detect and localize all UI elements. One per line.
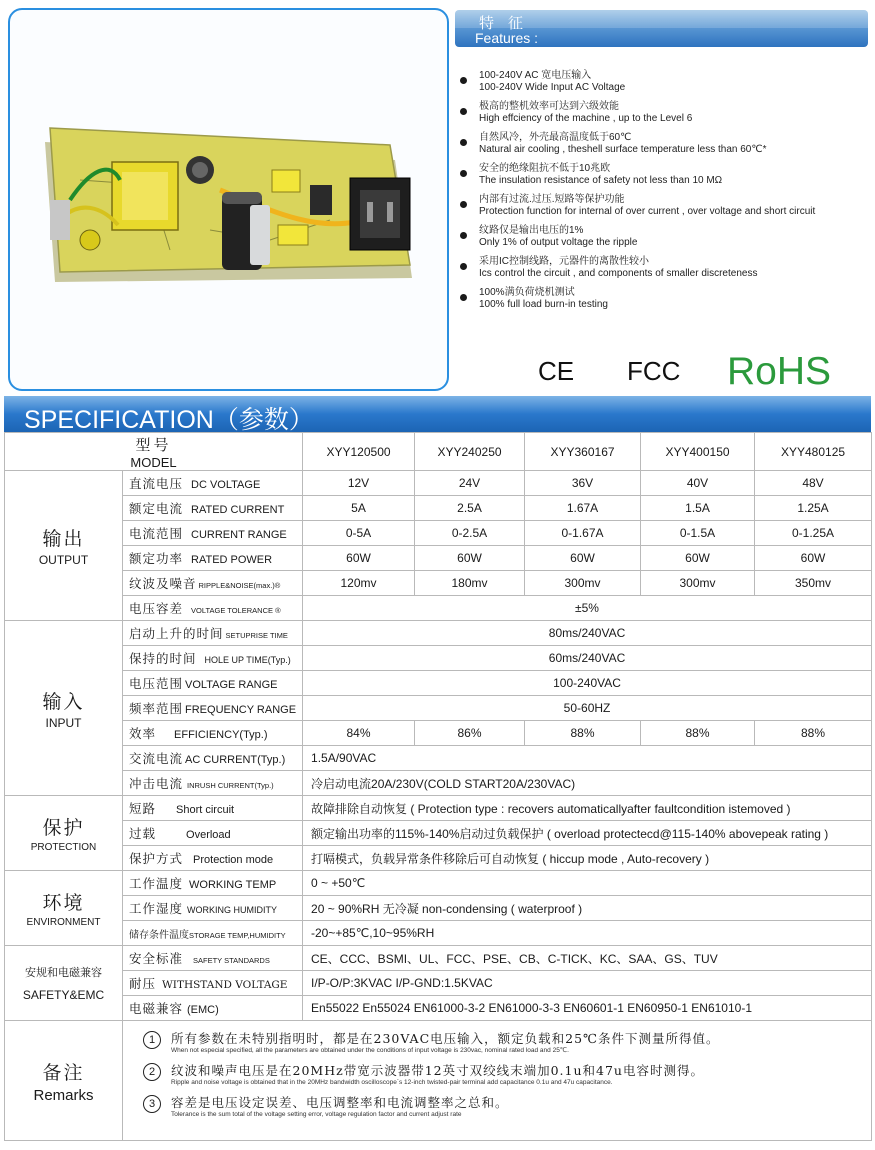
features-header: [455, 10, 868, 47]
label-en: RIPPLE&NOISE(max.)®: [198, 581, 281, 590]
table-cell: 冷启动电流20A/230V(COLD START20A/230VAC): [303, 771, 872, 796]
table-cell: 20 ~ 90%RH 无冷凝 non-condensing ( waterproof ): [303, 896, 872, 921]
section-protection-zh: 保护: [42, 817, 85, 839]
table-row: [5, 471, 872, 496]
table-row: [5, 771, 872, 796]
table-cell: 0-1.5A: [641, 521, 755, 546]
model-cell: XYY400150: [641, 433, 755, 471]
ce-mark: CE: [538, 356, 575, 386]
remark-number: 3: [143, 1095, 161, 1113]
feature-zh: 100-240V AC 宽电压输入: [479, 70, 592, 81]
label-zh: 频率范围: [129, 701, 184, 716]
section-input: [5, 621, 123, 796]
section-remarks-en: Remarks: [33, 1086, 94, 1104]
row-label: [123, 596, 303, 621]
table-cell: 48V: [755, 471, 872, 496]
fcc-mark: FCC: [627, 356, 681, 386]
remark-number: 1: [143, 1031, 161, 1049]
row-label: [123, 996, 303, 1021]
table-row: [5, 871, 872, 896]
table-cell: 2.5A: [415, 496, 525, 521]
label-zh: 电磁兼容: [129, 1001, 184, 1016]
table-cell: 24V: [415, 471, 525, 496]
bullet-icon: [460, 77, 467, 84]
bullet-icon: [460, 201, 467, 208]
table-cell: -20~+85℃,10~95%RH: [303, 921, 872, 946]
row-label: [123, 796, 303, 821]
model-cell: XYY240250: [415, 433, 525, 471]
model-label-en: MODEL: [130, 454, 177, 470]
table-cell: 86%: [415, 721, 525, 746]
table-row: [5, 721, 872, 746]
feature-zh: 安全的绝缘阻抗不低于10兆欧: [479, 163, 611, 174]
label-zh: 储存条件温度: [129, 929, 189, 941]
label-en: HOLE UP TIME(Typ.): [204, 655, 291, 665]
label-zh: 保护方式: [129, 851, 184, 866]
table-cell: 60W: [303, 546, 415, 571]
table-row: [5, 571, 872, 596]
label-en: SETUPRISE TIME: [225, 631, 288, 640]
bullet-icon: [460, 108, 467, 115]
label-en: (EMC): [187, 1004, 219, 1016]
model-row: [5, 433, 872, 471]
table-row: [5, 921, 872, 946]
section-remarks-zh: 备注: [42, 1061, 85, 1084]
section-output-zh: 输出: [42, 528, 85, 550]
table-cell: 1.25A: [755, 496, 872, 521]
table-cell: 100-240VAC: [303, 671, 872, 696]
feature-item: [460, 256, 868, 279]
label-en: VOLTAGE TOLERANCE ®: [191, 606, 281, 615]
label-zh: 直流电压: [129, 476, 184, 491]
label-en: CURRENT RANGE: [191, 529, 287, 541]
table-cell: 50-60HZ: [303, 696, 872, 721]
row-label: [123, 771, 303, 796]
section-remarks: [5, 1021, 123, 1141]
features-title-zh: 特征: [479, 14, 538, 32]
table-cell: 300mv: [525, 571, 641, 596]
feature-zh: 100%满负荷烧机测试: [479, 287, 575, 298]
row-label: [123, 846, 303, 871]
feature-zh: 极高的整机效率可达到六级效能: [479, 101, 619, 112]
feature-zh: 内部有过流.过压.短路等保护功能: [479, 194, 625, 205]
label-en: INRUSH CURRENT(Typ.): [187, 781, 274, 790]
feature-en: Protection function for internal of over current , over voltage and short circuit: [479, 205, 816, 217]
table-cell: 0-1.67A: [525, 521, 641, 546]
section-output-en: OUTPUT: [38, 553, 89, 567]
label-en: WITHSTAND VOLTAGE: [162, 979, 288, 991]
remark-en: Tolerance is the sum total of the voltage setting error, voltage regulation factor and current adjust rate: [171, 1111, 462, 1118]
section-safety-zh: 安规和电磁兼容: [25, 966, 102, 979]
table-cell: ±5%: [303, 596, 872, 621]
table-cell: 350mv: [755, 571, 872, 596]
label-zh: 交流电流: [129, 751, 184, 766]
table-cell: 80ms/240VAC: [303, 621, 872, 646]
label-en: VOLTAGE RANGE: [185, 679, 278, 691]
feature-en: Natural air cooling , theshell surface temperature less than 60℃*: [479, 143, 767, 155]
table-row: [5, 746, 872, 771]
row-label: [123, 671, 303, 696]
table-cell: 0-5A: [303, 521, 415, 546]
table-cell: 1.67A: [525, 496, 641, 521]
section-input-zh: 输入: [42, 690, 85, 713]
row-label: [123, 896, 303, 921]
label-zh: 电压范围: [129, 676, 184, 691]
feature-item: [460, 101, 868, 124]
row-label: [123, 721, 303, 746]
label-en: RATED CURRENT: [191, 504, 285, 516]
row-label: [123, 946, 303, 971]
table-row: [5, 696, 872, 721]
row-label: [123, 471, 303, 496]
table-cell: 300mv: [641, 571, 755, 596]
feature-item: [460, 132, 868, 155]
label-zh: 冲击电流: [129, 776, 184, 791]
feature-en: 100% full load burn-in testing: [479, 298, 608, 310]
section-environment: [5, 871, 123, 946]
table-cell: 5A: [303, 496, 415, 521]
bullet-icon: [460, 294, 467, 301]
label-en: WORKING HUMIDITY: [187, 905, 278, 915]
row-label: [123, 696, 303, 721]
row-label: [123, 971, 303, 996]
table-row: [5, 821, 872, 846]
section-output: [5, 471, 123, 621]
table-row: [5, 546, 872, 571]
table-cell: 12V: [303, 471, 415, 496]
table-cell: I/P-O/P:3KVAC I/P-GND:1.5KVAC: [303, 971, 872, 996]
features-title-en: Features :: [475, 30, 539, 46]
table-cell: 60ms/240VAC: [303, 646, 872, 671]
feature-zh: 自然风冷，外壳最高温度低于60℃: [479, 132, 632, 143]
feature-en: High effciency of the machine , up to the Level 6: [479, 112, 693, 124]
table-row: [5, 971, 872, 996]
table-cell: 120mv: [303, 571, 415, 596]
feature-item: [460, 194, 868, 217]
label-en: DC VOLTAGE: [191, 479, 261, 491]
section-environment-en: ENVIRONMENT: [26, 917, 101, 928]
table-row: [5, 896, 872, 921]
label-zh: 额定功率: [129, 551, 184, 566]
remark-number: 2: [143, 1063, 161, 1081]
table-cell: En55022 En55024 EN61000-3-2 EN61000-3-3 EN60601-1 EN60950-1 EN61010-1: [303, 996, 872, 1021]
label-en: SAFETY STANDARDS: [193, 956, 270, 965]
table-cell: 1.5A/90VAC: [303, 746, 872, 771]
table-row: [5, 646, 872, 671]
remark-en: When not especial specified, all the parameters are obtained under the conditions of input voltage is 230vac, nominal rated load and 25℃.: [171, 1047, 569, 1054]
table-cell: 84%: [303, 721, 415, 746]
label-en: Short circuit: [176, 804, 235, 816]
remarks-row: [5, 1021, 872, 1141]
remark-en: Ripple and noise voltage is obtained that in the 20MHz bandwidth oscilloscope`s 12-inch twisted-pair terminal add capacitance 0.1u and 47u capacitance.: [171, 1079, 613, 1086]
bullet-icon: [460, 170, 467, 177]
table-cell: 0-1.25A: [755, 521, 872, 546]
table-row: [5, 621, 872, 646]
table-cell: 180mv: [415, 571, 525, 596]
label-en: EFFICIENCY(Typ.): [174, 729, 268, 741]
table-row: [5, 846, 872, 871]
label-zh: 启动上升的时间: [129, 626, 224, 641]
table-cell: 故障排除自动恢复 ( Protection type : recovers automaticallyafter faultcondition istemoved ): [303, 796, 872, 821]
row-label: [123, 871, 303, 896]
table-cell: 1.5A: [641, 496, 755, 521]
table-cell: 打嗝模式，负载异常条件移除后可自动恢复 ( hiccup mode , Auto-recovery ): [303, 846, 872, 871]
row-label: [123, 621, 303, 646]
row-label: [123, 746, 303, 771]
feature-zh: 采用IC控制线路，元器件的离散性较小: [479, 256, 649, 267]
table-row: [5, 671, 872, 696]
model-label-zh: 型号: [135, 435, 172, 454]
product-photo-frame: [8, 8, 449, 391]
rohs-mark: RoHS: [727, 350, 832, 393]
specification-table: [4, 432, 872, 1141]
table-row: [5, 596, 872, 621]
table-row: [5, 996, 872, 1021]
section-input-en: INPUT: [45, 715, 82, 730]
row-label: [123, 921, 303, 946]
label-zh: 电压容差: [129, 601, 184, 616]
model-cell: XYY360167: [525, 433, 641, 471]
feature-en: Only 1% of output voltage the ripple: [479, 236, 638, 248]
table-row: [5, 796, 872, 821]
remark-item: [143, 1095, 863, 1119]
table-cell: 40V: [641, 471, 755, 496]
label-zh: 纹波及噪音: [129, 576, 197, 591]
section-safety: [5, 946, 123, 1021]
remark-zh: 所有参数在未特别指明时，都是在230VAC电压输入，额定负载和25℃条件下测量所得值。: [171, 1031, 720, 1046]
model-label: [5, 433, 303, 471]
label-en: AC CURRENT(Typ.): [185, 754, 286, 766]
label-zh: 安全标准: [129, 951, 184, 966]
label-zh: 工作温度: [129, 876, 184, 891]
table-cell: CE、CCC、BSMI、UL、FCC、PSE、CB、C-TICK、KC、SAA、GS、TUV: [303, 946, 872, 971]
feature-item: [460, 225, 868, 248]
remark-item: [143, 1063, 863, 1087]
table-cell: 88%: [525, 721, 641, 746]
row-label: [123, 571, 303, 596]
feature-item: [460, 70, 868, 93]
table-row: [5, 946, 872, 971]
feature-en: 100-240V Wide Input AC Voltage: [479, 81, 626, 93]
label-zh: 电流范围: [129, 526, 184, 541]
bullet-icon: [460, 232, 467, 239]
model-cell: XYY480125: [755, 433, 872, 471]
label-en: Protection mode: [193, 854, 274, 866]
label-en: WORKING TEMP: [189, 879, 277, 891]
remarks-content: [123, 1021, 872, 1141]
label-zh: 耐压: [129, 976, 157, 991]
row-label: [123, 646, 303, 671]
table-cell: 0-2.5A: [415, 521, 525, 546]
feature-en: Ics control the circuit , and components of smaller discreteness: [479, 267, 758, 279]
label-zh: 保持的时间: [129, 651, 197, 666]
specification-header: [4, 396, 871, 432]
features-list: [460, 70, 868, 318]
table-cell: 60W: [525, 546, 641, 571]
table-row: [5, 521, 872, 546]
table-cell: 额定输出功率的115%-140%启动过负载保护 ( overload protectecd@115-140% abovepeak rating ): [303, 821, 872, 846]
label-zh: 效率: [129, 726, 157, 741]
section-protection: [5, 796, 123, 871]
label-zh: 短路: [129, 801, 157, 816]
table-cell: 0 ~ +50℃: [303, 871, 872, 896]
bullet-icon: [460, 263, 467, 270]
row-label: [123, 496, 303, 521]
feature-item: [460, 287, 868, 310]
remark-zh: 容差是电压设定误差、电压调整率和电流调整率之总和。: [171, 1095, 509, 1110]
remark-item: [143, 1031, 863, 1055]
model-cell: XYY120500: [303, 433, 415, 471]
section-protection-en: PROTECTION: [30, 842, 97, 853]
power-supply-board-image: [10, 10, 449, 391]
label-en: Overload: [186, 829, 231, 841]
table-row: [5, 496, 872, 521]
row-label: [123, 521, 303, 546]
label-zh: 额定电流: [129, 501, 184, 516]
bullet-icon: [460, 139, 467, 146]
label-en: STORAGE TEMP,HUMIDITY: [189, 930, 286, 940]
feature-en: The insulation resistance of safety not less than 10 MΩ: [479, 174, 723, 186]
label-zh: 过载: [129, 826, 157, 841]
table-cell: 88%: [755, 721, 872, 746]
row-label: [123, 821, 303, 846]
table-cell: 60W: [755, 546, 872, 571]
specification-title: SPECIFICATION（参数）: [24, 406, 314, 434]
feature-item: [460, 163, 868, 186]
table-cell: 36V: [525, 471, 641, 496]
label-en: RATED POWER: [191, 554, 273, 566]
table-cell: 60W: [641, 546, 755, 571]
section-environment-zh: 环境: [42, 892, 85, 914]
row-label: [123, 546, 303, 571]
table-cell: 60W: [415, 546, 525, 571]
remark-zh: 纹波和噪声电压是在20MHz带宽示波器带12英寸双绞线末端加0.1u和47u电容时测得。: [171, 1063, 704, 1078]
label-en: FREQUENCY RANGE: [185, 704, 297, 716]
section-safety-en: SAFETY&EMC: [22, 988, 105, 1002]
label-zh: 工作湿度: [129, 901, 184, 916]
table-cell: 88%: [641, 721, 755, 746]
feature-zh: 纹路仅是输出电压的1%: [479, 225, 584, 236]
